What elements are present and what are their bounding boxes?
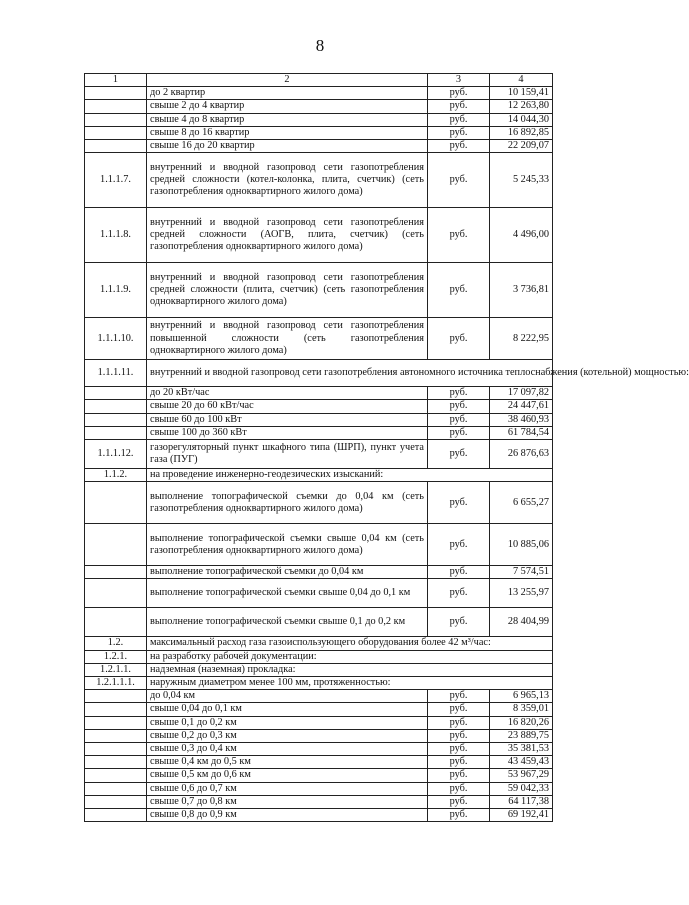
- row-price: 10 885,06: [490, 524, 553, 566]
- row-code: 1.2.: [85, 637, 147, 650]
- row-unit: руб.: [428, 716, 490, 729]
- row-code: [85, 809, 147, 822]
- row-code: 1.2.1.: [85, 650, 147, 663]
- row-code: 1.1.1.11.: [85, 360, 147, 387]
- row-price: 24 447,61: [490, 400, 553, 413]
- row-description: свыше 0,3 до 0,4 км: [147, 743, 428, 756]
- row-description: свыше 100 до 360 кВт: [147, 426, 428, 439]
- table-row: [85, 153, 553, 208]
- row-price: 4 496,00: [490, 208, 553, 263]
- row-code: [85, 743, 147, 756]
- row-description: свыше 0,2 до 0,3 км: [147, 729, 428, 742]
- row-code: 1.1.1.12.: [85, 440, 147, 469]
- row-code: [85, 400, 147, 413]
- row-description: свыше 20 до 60 кВт/час: [147, 400, 428, 413]
- row-unit: руб.: [428, 795, 490, 808]
- row-code: 1.1.1.8.: [85, 208, 147, 263]
- header-row: [85, 74, 553, 87]
- table-row: [85, 100, 553, 113]
- row-price: 38 460,93: [490, 413, 553, 426]
- row-price: 8 222,95: [490, 318, 553, 360]
- row-code: 1.1.2.: [85, 469, 147, 482]
- row-unit: руб.: [428, 126, 490, 139]
- row-unit: руб.: [428, 440, 490, 469]
- row-unit: руб.: [428, 579, 490, 608]
- table-row: [85, 140, 553, 153]
- table-row: [85, 126, 553, 139]
- row-code: [85, 426, 147, 439]
- row-description: внутренний и вводной газопровод сети газопотребления средней сложности (котел-колонка, плита, счетчик) (сеть газопотребления одноквартирного жилого дома): [147, 153, 428, 208]
- row-unit: руб.: [428, 729, 490, 742]
- row-description: до 0,04 км: [147, 690, 428, 703]
- row-code: [85, 100, 147, 113]
- row-description: внутренний и вводной газопровод сети газопотребления повышенной сложности (сеть газопотребления одноквартирного жилого дома): [147, 318, 428, 360]
- row-description: свыше 0,8 до 0,9 км: [147, 809, 428, 822]
- row-price: 28 404,99: [490, 608, 553, 637]
- row-price: 59 042,33: [490, 782, 553, 795]
- header-cell-4: 4: [490, 74, 553, 87]
- table-row: [85, 729, 553, 742]
- row-code: [85, 387, 147, 400]
- row-description: до 2 квартир: [147, 87, 428, 100]
- table-row: [85, 677, 553, 690]
- table-row: [85, 743, 553, 756]
- header-cell-3: 3: [428, 74, 490, 87]
- row-price: 6 965,13: [490, 690, 553, 703]
- row-description: выполнение топографической съемки до 0,04 км (сеть газопотребления одноквартирного жилого дома): [147, 482, 428, 524]
- table-row: [85, 782, 553, 795]
- row-code: [85, 566, 147, 579]
- table-row: [85, 318, 553, 360]
- row-description: свыше 0,1 до 0,2 км: [147, 716, 428, 729]
- table-row: [85, 440, 553, 469]
- table-row: [85, 637, 553, 650]
- row-code: [85, 140, 147, 153]
- row-unit: руб.: [428, 809, 490, 822]
- row-price: 53 967,29: [490, 769, 553, 782]
- row-code: [85, 703, 147, 716]
- row-description: максимальный расход газа газоиспользующего оборудования более 42 м³/час:: [147, 637, 553, 650]
- row-price: 16 820,26: [490, 716, 553, 729]
- page-number: 8: [315, 36, 325, 55]
- row-description: свыше 2 до 4 квартир: [147, 100, 428, 113]
- row-unit: руб.: [428, 87, 490, 100]
- table-row: [85, 663, 553, 676]
- table-row: [85, 413, 553, 426]
- row-description: наружным диаметром менее 100 мм, протяженностью:: [147, 677, 553, 690]
- row-price: 12 263,80: [490, 100, 553, 113]
- row-code: 1.2.1.1.: [85, 663, 147, 676]
- table-row: [85, 208, 553, 263]
- row-price: 69 192,41: [490, 809, 553, 822]
- row-price: 43 459,43: [490, 756, 553, 769]
- row-code: [85, 482, 147, 524]
- row-description: выполнение топографической съемки свыше 0,1 до 0,2 км: [147, 608, 428, 637]
- row-code: [85, 690, 147, 703]
- table-row: [85, 566, 553, 579]
- row-price: 10 159,41: [490, 87, 553, 100]
- row-description: выполнение топографической съемки свыше 0,04 до 0,1 км: [147, 579, 428, 608]
- row-unit: руб.: [428, 482, 490, 524]
- row-unit: руб.: [428, 153, 490, 208]
- row-code: [85, 524, 147, 566]
- table-row: [85, 795, 553, 808]
- table-row: [85, 113, 553, 126]
- row-code: [85, 579, 147, 608]
- row-price: 7 574,51: [490, 566, 553, 579]
- row-description: свыше 0,7 до 0,8 км: [147, 795, 428, 808]
- row-code: [85, 113, 147, 126]
- row-description: выполнение топографической съемки до 0,04 км: [147, 566, 428, 579]
- table-row: [85, 482, 553, 524]
- row-description: свыше 16 до 20 квартир: [147, 140, 428, 153]
- row-code: [85, 782, 147, 795]
- row-description: на разработку рабочей документации:: [147, 650, 553, 663]
- row-price: 64 117,38: [490, 795, 553, 808]
- row-price: 16 892,85: [490, 126, 553, 139]
- row-code: 1.1.1.10.: [85, 318, 147, 360]
- row-code: [85, 769, 147, 782]
- row-description: свыше 60 до 100 кВт: [147, 413, 428, 426]
- row-unit: руб.: [428, 140, 490, 153]
- row-price: 13 255,97: [490, 579, 553, 608]
- row-price: 14 044,30: [490, 113, 553, 126]
- row-code: [85, 716, 147, 729]
- row-unit: руб.: [428, 743, 490, 756]
- row-unit: руб.: [428, 524, 490, 566]
- row-price: 8 359,01: [490, 703, 553, 716]
- row-description: свыше 0,4 км до 0,5 км: [147, 756, 428, 769]
- table-row: [85, 426, 553, 439]
- row-code: 1.2.1.1.1.: [85, 677, 147, 690]
- table-row: [85, 756, 553, 769]
- row-unit: руб.: [428, 100, 490, 113]
- row-code: [85, 126, 147, 139]
- row-unit: руб.: [428, 413, 490, 426]
- row-price: 23 889,75: [490, 729, 553, 742]
- table-row: [85, 263, 553, 318]
- table-row: [85, 579, 553, 608]
- row-price: 6 655,27: [490, 482, 553, 524]
- row-price: 3 736,81: [490, 263, 553, 318]
- row-unit: руб.: [428, 208, 490, 263]
- row-price: 17 097,82: [490, 387, 553, 400]
- table-row: [85, 469, 553, 482]
- row-code: [85, 795, 147, 808]
- row-description: надземная (наземная) прокладка:: [147, 663, 553, 676]
- row-code: [85, 756, 147, 769]
- row-description: внутренний и вводной газопровод сети газопотребления автономного источника теплоснабжения (котельной) мощностью:: [147, 360, 553, 387]
- row-description: свыше 0,6 до 0,7 км: [147, 782, 428, 795]
- row-code: 1.1.1.7.: [85, 153, 147, 208]
- row-unit: руб.: [428, 400, 490, 413]
- row-description: свыше 8 до 16 квартир: [147, 126, 428, 139]
- row-description: выполнение топографической съемки свыше 0,04 км (сеть газопотребления одноквартирного жилого дома): [147, 524, 428, 566]
- row-unit: руб.: [428, 426, 490, 439]
- row-description: свыше 4 до 8 квартир: [147, 113, 428, 126]
- tariff-table: [84, 73, 689, 822]
- table-row: [85, 716, 553, 729]
- table-row: [85, 524, 553, 566]
- row-unit: руб.: [428, 318, 490, 360]
- row-price: 26 876,63: [490, 440, 553, 469]
- row-price: 22 209,07: [490, 140, 553, 153]
- row-unit: руб.: [428, 769, 490, 782]
- table-row: [85, 690, 553, 703]
- row-description: до 20 кВт/час: [147, 387, 428, 400]
- row-unit: руб.: [428, 703, 490, 716]
- table-body: [85, 74, 689, 822]
- row-unit: руб.: [428, 566, 490, 579]
- header-cell-1: 1: [85, 74, 147, 87]
- row-description: внутренний и вводной газопровод сети газопотребления средней сложности (плита, счетчик) (сеть газопотребления одноквартирного жилого дома): [147, 263, 428, 318]
- row-description: свыше 0,04 до 0,1 км: [147, 703, 428, 716]
- row-unit: руб.: [428, 263, 490, 318]
- row-code: [85, 413, 147, 426]
- row-description: газорегуляторный пункт шкафного типа (ШРП), пункт учета газа (ПУГ): [147, 440, 428, 469]
- row-code: [85, 729, 147, 742]
- table-row: [85, 400, 553, 413]
- table-row: [85, 360, 553, 387]
- row-price: 61 784,54: [490, 426, 553, 439]
- row-unit: руб.: [428, 608, 490, 637]
- row-price: 35 381,53: [490, 743, 553, 756]
- table-row: [85, 387, 553, 400]
- row-description: свыше 0,5 км до 0,6 км: [147, 769, 428, 782]
- table-row: [85, 703, 553, 716]
- row-unit: руб.: [428, 782, 490, 795]
- table-row: [85, 809, 553, 822]
- row-unit: руб.: [428, 113, 490, 126]
- row-unit: руб.: [428, 690, 490, 703]
- row-code: 1.1.1.9.: [85, 263, 147, 318]
- row-code: [85, 608, 147, 637]
- table-row: [85, 769, 553, 782]
- row-unit: руб.: [428, 756, 490, 769]
- table-row: [85, 608, 553, 637]
- row-description: на проведение инженерно-геодезических изысканий:: [147, 469, 553, 482]
- row-price: 5 245,33: [490, 153, 553, 208]
- table-row: [85, 87, 553, 100]
- row-code: [85, 87, 147, 100]
- table-row: [85, 650, 553, 663]
- row-description: внутренний и вводной газопровод сети газопотребления средней сложности (АОГВ, плита, счетчик) (сеть газопотребления одноквартирного жилого дома): [147, 208, 428, 263]
- header-cell-2: 2: [147, 74, 428, 87]
- row-unit: руб.: [428, 387, 490, 400]
